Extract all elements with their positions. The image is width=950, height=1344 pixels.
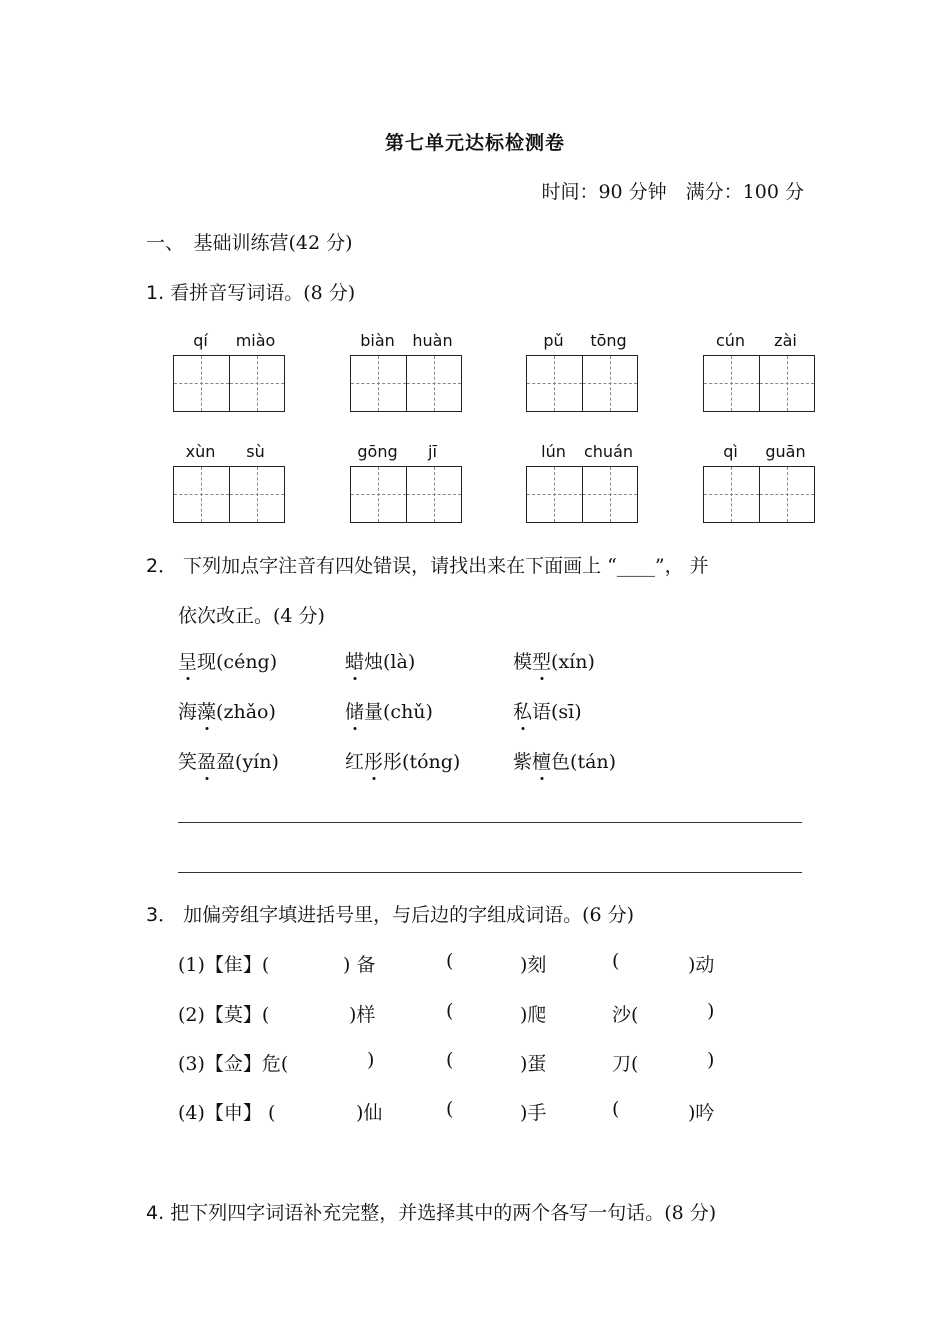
question-number: 4. [146,1202,165,1224]
fill-blank-part[interactable]: (3)【佥】危( [178,1053,289,1075]
question-number: 1. [146,282,165,304]
character-cell[interactable] [229,356,285,411]
dotted-character: 盈 [197,747,216,774]
pinyin-word-box [526,331,638,421]
fill-blank-part: ) [707,1049,715,1071]
fill-blank-part[interactable]: ( [612,1098,620,1120]
pinyin-label: qì [723,442,738,461]
fill-blank-part: )样 [349,1004,376,1026]
fill-blank-part[interactable]: ( [446,1098,454,1120]
pinyin-label: biàn [360,331,395,350]
writing-box[interactable] [350,466,462,523]
word-part: 现(céng) [197,651,278,673]
fill-blank-part: ) [707,1000,715,1022]
pinyin-word-box [703,331,815,421]
fill-blank-part: )刻 [520,954,547,976]
pinyin-label: xùn [185,442,216,461]
character-cell[interactable] [351,467,406,522]
pinyin-label: miào [235,331,276,350]
word-item [178,647,277,674]
pinyin-label: huàn [412,331,453,350]
fill-blank-part[interactable]: 沙( [612,1004,639,1026]
character-cell[interactable] [759,467,815,522]
word-item [345,697,433,724]
character-cell[interactable] [582,467,638,522]
word-part: 彤(tóng) [383,751,461,773]
word-item [513,647,595,674]
character-cell[interactable] [229,467,285,522]
pinyin-label: chuán [583,442,634,461]
character-cell[interactable] [527,356,582,411]
word-item [345,647,415,674]
writing-box[interactable] [526,466,638,523]
dotted-character: 彤 [364,747,383,774]
character-cell[interactable] [174,356,229,411]
pinyin-word-box [526,442,638,532]
fill-blank-part: )蛋 [520,1053,547,1075]
pinyin-word-box [350,331,462,421]
character-cell[interactable] [704,356,759,411]
dotted-character: 储 [345,697,364,724]
writing-box[interactable] [526,355,638,412]
pinyin-label: gōng [357,442,398,461]
dotted-character: 型 [532,647,551,674]
word-part: (zhǎo) [216,701,276,723]
section-heading: 一、 基础训练营(42 分) [146,232,353,254]
word-part: 笑 [178,751,198,773]
fill-blank-part: ) [367,1049,375,1071]
word-part: 量(chǔ) [364,701,433,723]
pinyin-label: qí [193,331,208,350]
word-item [178,697,276,724]
pinyin-label: pǔ [543,331,564,350]
character-cell[interactable] [351,356,406,411]
question-text: 看拼音写词语。(8 分) [170,282,356,304]
pinyin-label: sù [246,442,265,461]
character-cell[interactable] [759,356,815,411]
character-cell[interactable] [527,467,582,522]
fill-blank-part[interactable]: (4)【申】 ( [178,1102,276,1124]
fill-blank-part[interactable]: ( [446,950,454,972]
word-part: 盈(yín) [216,751,279,773]
pinyin-word-box [173,331,285,421]
fill-blank-part[interactable]: ( [612,950,620,972]
character-cell[interactable] [704,467,759,522]
question-text: 下列加点字注音有四处错误，请找出来在下面画上 “____”， 并 [183,555,709,577]
dotted-character: 蜡 [345,647,364,674]
question-2-continued: 依次改正。(4 分) [178,605,325,627]
dotted-character: 私 [513,697,532,724]
pinyin-label: cún [715,331,746,350]
word-part: 模 [513,651,533,673]
pinyin-word-box [350,442,462,532]
pinyin-label: tōng [590,331,627,350]
question-3 [146,900,634,927]
character-cell[interactable] [406,356,462,411]
fill-blank-part: )吟 [688,1102,715,1124]
fill-blank-part: )爬 [520,1004,547,1026]
question-1 [146,278,355,305]
time-score-info: 时间：90 分钟 满分：100 分 [541,181,804,203]
word-item [178,747,279,774]
character-cell[interactable] [406,467,462,522]
fill-blank-part: ) 备 [343,954,376,976]
question-2 [146,551,709,578]
dotted-character: 呈 [178,647,197,674]
word-part: (xín) [551,651,595,673]
pinyin-label: lún [541,442,566,461]
question-text: 把下列四字词语补充完整，并选择其中的两个各写一句话。(8 分) [170,1202,717,1224]
question-4 [146,1198,716,1225]
character-cell[interactable] [174,467,229,522]
writing-box[interactable] [173,466,285,523]
question-text: 加偏旁组字填进括号里，与后边的字组成词语。(6 分) [183,904,635,926]
fill-blank-part[interactable]: (1)【隹】( [178,954,270,976]
word-item [345,747,460,774]
pinyin-label: jī [428,442,437,461]
writing-box[interactable] [703,355,815,412]
question-number: 3． [146,904,178,926]
fill-blank-part[interactable]: 刀( [612,1053,639,1075]
fill-blank-part[interactable]: ( [446,1049,454,1071]
word-part: 色(tán) [551,751,617,773]
fill-blank-part: )手 [520,1102,547,1124]
character-cell[interactable] [582,356,638,411]
writing-box[interactable] [173,355,285,412]
writing-box[interactable] [350,355,462,412]
word-part: 语(sī) [532,701,582,723]
pinyin-word-box [173,442,285,532]
fill-blank-part[interactable]: ( [446,1000,454,1022]
answer-line[interactable] [178,872,802,873]
pinyin-label: zài [774,331,797,350]
fill-blank-part[interactable]: (2)【莫】( [178,1004,270,1026]
writing-box[interactable] [703,466,815,523]
word-item [513,697,582,724]
page-title: 第七单元达标检测卷 [384,132,565,154]
fill-blank-part: )仙 [356,1102,383,1124]
word-part: 红 [345,751,365,773]
dotted-character: 檀 [532,747,551,774]
word-part: 海 [178,701,198,723]
pinyin-label: guān [765,442,806,461]
word-item [513,747,616,774]
dotted-character: 藻 [197,697,216,724]
fill-blank-part: )动 [688,954,715,976]
word-part: 紫 [513,751,533,773]
pinyin-word-box [703,442,815,532]
question-number: 2． [146,555,178,577]
answer-line[interactable] [178,822,802,823]
word-part: 烛(là) [364,651,416,673]
